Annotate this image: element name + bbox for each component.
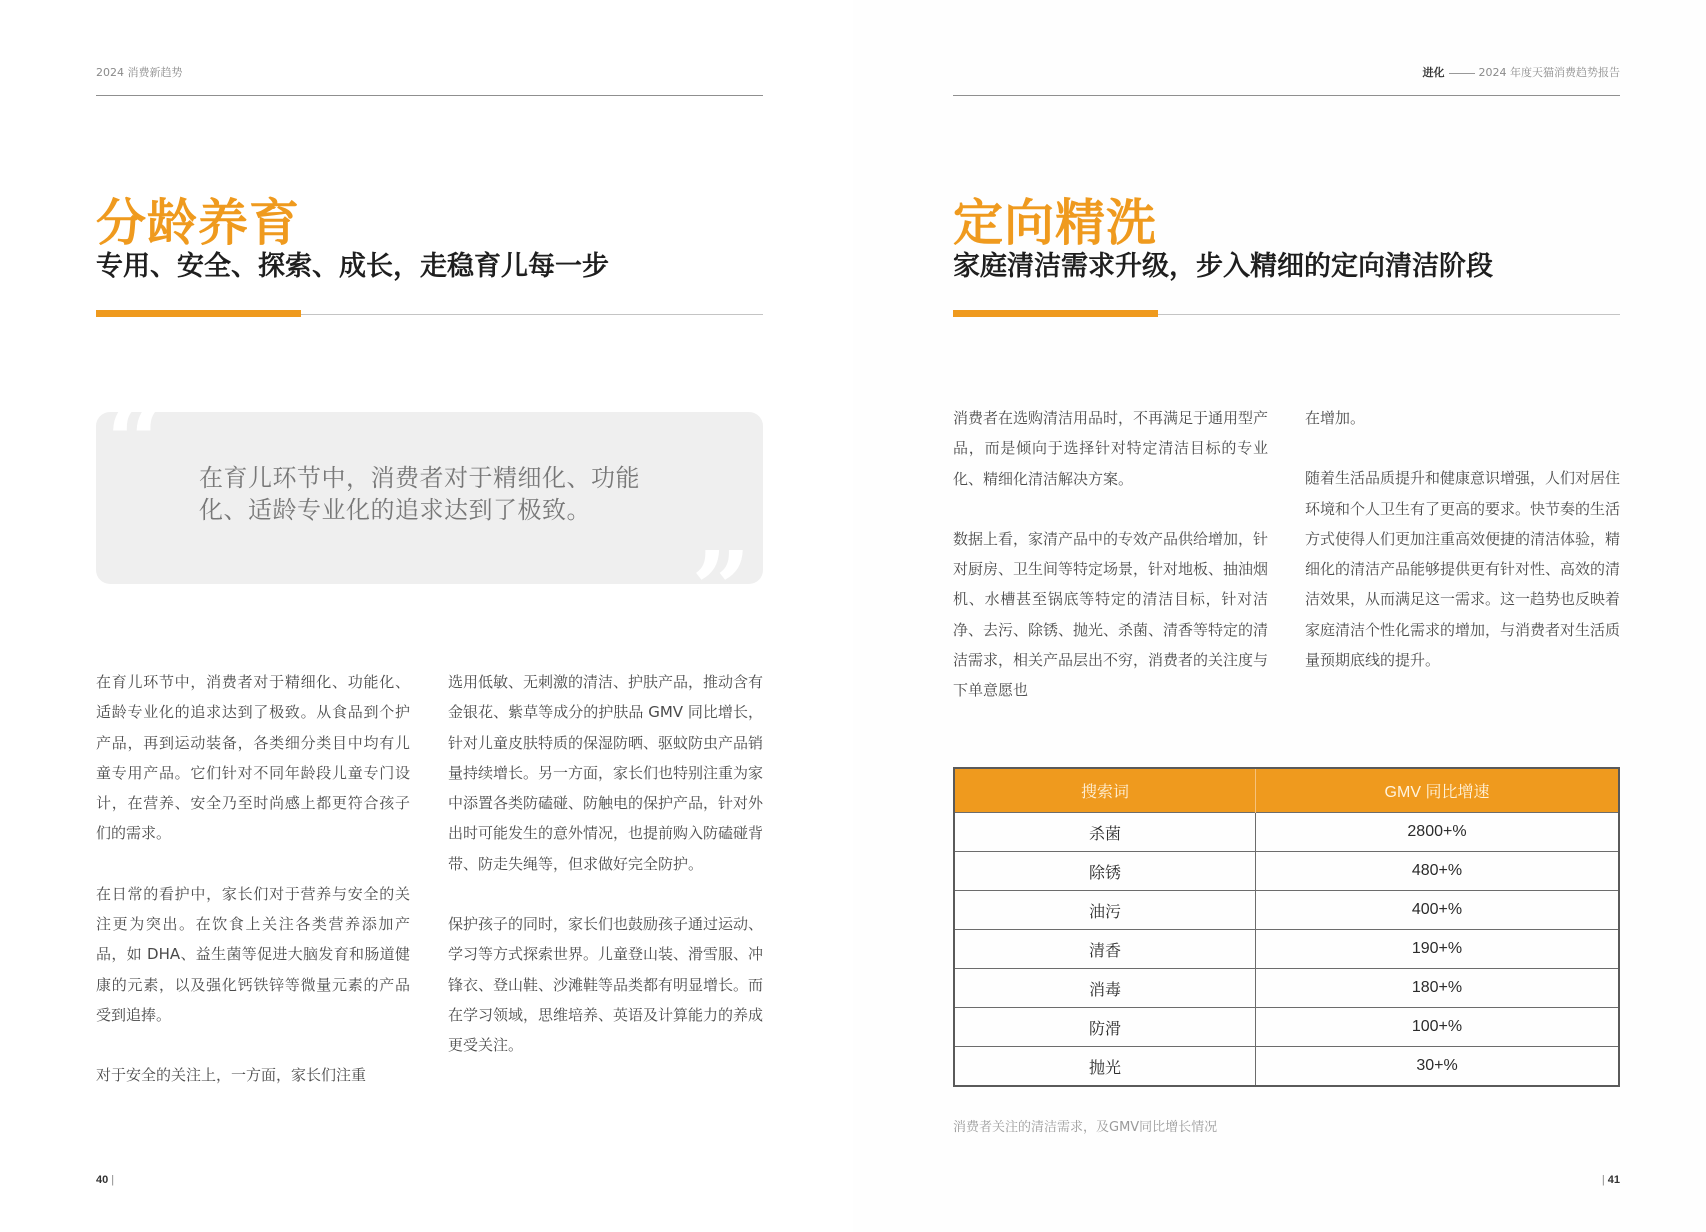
gmv-growth-table (953, 767, 1620, 1087)
running-header-title: 2024 年度天猫消费趋势报告 (1478, 66, 1620, 79)
table-cell-term: 防滑 (954, 1008, 1256, 1047)
table-cell-growth: 2800+% (1256, 813, 1620, 852)
table-cell-growth: 30+% (1256, 1047, 1620, 1087)
section-subtitle: 家庭清洁需求升级，步入精细的定向清洁阶段 (953, 251, 1493, 282)
table-row (954, 1047, 1619, 1087)
table-row (954, 852, 1619, 891)
table-caption: 消费者关注的清洁需求，及GMV同比增长情况 (953, 1120, 1218, 1135)
page-number (1599, 1174, 1620, 1186)
body-paragraph: 对于安全的关注上，一方面，家长们注重 (96, 1066, 367, 1085)
table-header-cell: 搜索词 (954, 768, 1256, 813)
page-number-separator: | (1601, 1174, 1605, 1186)
running-header (1423, 64, 1621, 80)
body-column-1 (96, 667, 410, 1091)
close-quote-icon: ” (691, 528, 751, 651)
table-cell-growth: 480+% (1256, 852, 1620, 891)
table-cell-term: 抛光 (954, 1047, 1256, 1087)
body-column-1 (953, 403, 1268, 706)
section-title: 分龄养育 (96, 194, 300, 252)
section-title: 定向精洗 (953, 194, 1157, 252)
body-paragraph: 保护孩子的同时，家长们也鼓励孩子通过运动、学习等方式探索世界。儿童登山装、滑雪服、冲锋衣、登山鞋、沙滩鞋等品类都有明显增长。而在学习领域，思维培养、英语及计算能力的养成更受关注。 (448, 915, 764, 1055)
table-row (954, 1008, 1619, 1047)
table-cell-growth: 100+% (1256, 1008, 1620, 1047)
title-accent-bar (96, 310, 301, 317)
header-divider (96, 95, 763, 96)
right-page (853, 0, 1706, 1232)
pull-quote (96, 380, 763, 651)
body-paragraph: 选用低敏、无刺激的清洁、护肤产品，推动含有金银花、紫草等成分的护肤品 GMV 同比增长，针对儿童皮肤特质的保湿防晒、驱蚊防虫产品销量持续增长。另一方面，家长们也特别注重为家中添置各类防磕碰、防触电的保护产品，针对外出时可能发生的意外情况，也提前购入防磕碰背带、防走失绳等，但求做好完全防护。 (448, 673, 764, 873)
table-cell-term: 消毒 (954, 969, 1256, 1008)
body-paragraph: 数据上看，家清产品中的专效产品供给增加，针对厨房、卫生间等特定场景，针对地板、抽油烟机、水槽甚至锅底等特定的清洁目标，针对洁净、去污、除锈、抛光、杀菌、清香等特定的清洁需求，相关产品层出不穷，消费者的关注度与下单意愿也 (953, 529, 1269, 700)
table-cell-term: 杀菌 (954, 813, 1256, 852)
section-subtitle: 专用、安全、探索、成长，走稳育儿每一步 (96, 251, 609, 282)
title-accent-bar (953, 310, 1158, 317)
table-cell-growth: 190+% (1256, 930, 1620, 969)
table-cell-term: 油污 (954, 891, 1256, 930)
pull-quote-text: 在育儿环节中，消费者对于精细化、功能化、适龄专业化的追求达到了极致。 (199, 464, 640, 524)
header-divider (953, 95, 1620, 96)
open-quote-icon: “ (106, 380, 166, 503)
page-number-separator: | (111, 1174, 115, 1186)
running-header-prefix: 进化 (1422, 66, 1445, 79)
table-row (954, 930, 1619, 969)
body-column-2 (1305, 403, 1620, 675)
table-cell-term: 除锈 (954, 852, 1256, 891)
table-row (954, 969, 1619, 1008)
table-row (954, 891, 1619, 930)
running-header: 2024 消费新趋势 (96, 66, 183, 79)
body-paragraph: 在日常的看护中，家长们对于营养与安全的关注更为突出。在饮食上关注各类营养添加产品，如 DHA、益生菌等促进大脑发育和肠道健康的元素，以及强化钙铁锌等微量元素的产品受到追捧。 (96, 884, 410, 1024)
table-cell-term: 清香 (954, 930, 1256, 969)
table-cell-growth: 180+% (1256, 969, 1620, 1008)
table-row (954, 813, 1619, 852)
body-paragraph: 在育儿环节中，消费者对于精细化、功能化、适龄专业化的追求达到了极致。从食品到个护产品，再到运动装备，各类细分类目中均有儿童专用产品。它们针对不同年龄段儿童专门设计，在营养、安全乃至时尚感上都更符合孩子们的需求。 (96, 673, 410, 843)
table-cell-growth: 400+% (1256, 891, 1620, 930)
page-number-value: 41 (1607, 1174, 1620, 1186)
body-paragraph: 随着生活品质提升和健康意识增强，人们对居住环境和个人卫生有了更高的要求。快节奏的生活方式使得人们更加注重高效便捷的清洁体验，精细化的清洁产品能够提供更有针对性、高效的清洁效果，从而满足这一需求。这一趋势也反映着家庭清洁个性化需求的增加，与消费者对生活质量预期底线的提升。 (1305, 469, 1621, 670)
body-paragraph: 消费者在选购清洁用品时，不再满足于通用型产品，而是倾向于选择针对特定清洁目标的专业化、精细化清洁解决方案。 (953, 409, 1269, 488)
page-number-value: 40 (96, 1174, 109, 1186)
table-header-cell: GMV 同比增速 (1256, 768, 1620, 813)
page-number (96, 1174, 117, 1186)
body-paragraph: 在增加。 (1305, 409, 1366, 427)
body-column-2 (448, 667, 763, 1061)
table-header-row (954, 768, 1619, 813)
header-dash (1449, 73, 1475, 74)
